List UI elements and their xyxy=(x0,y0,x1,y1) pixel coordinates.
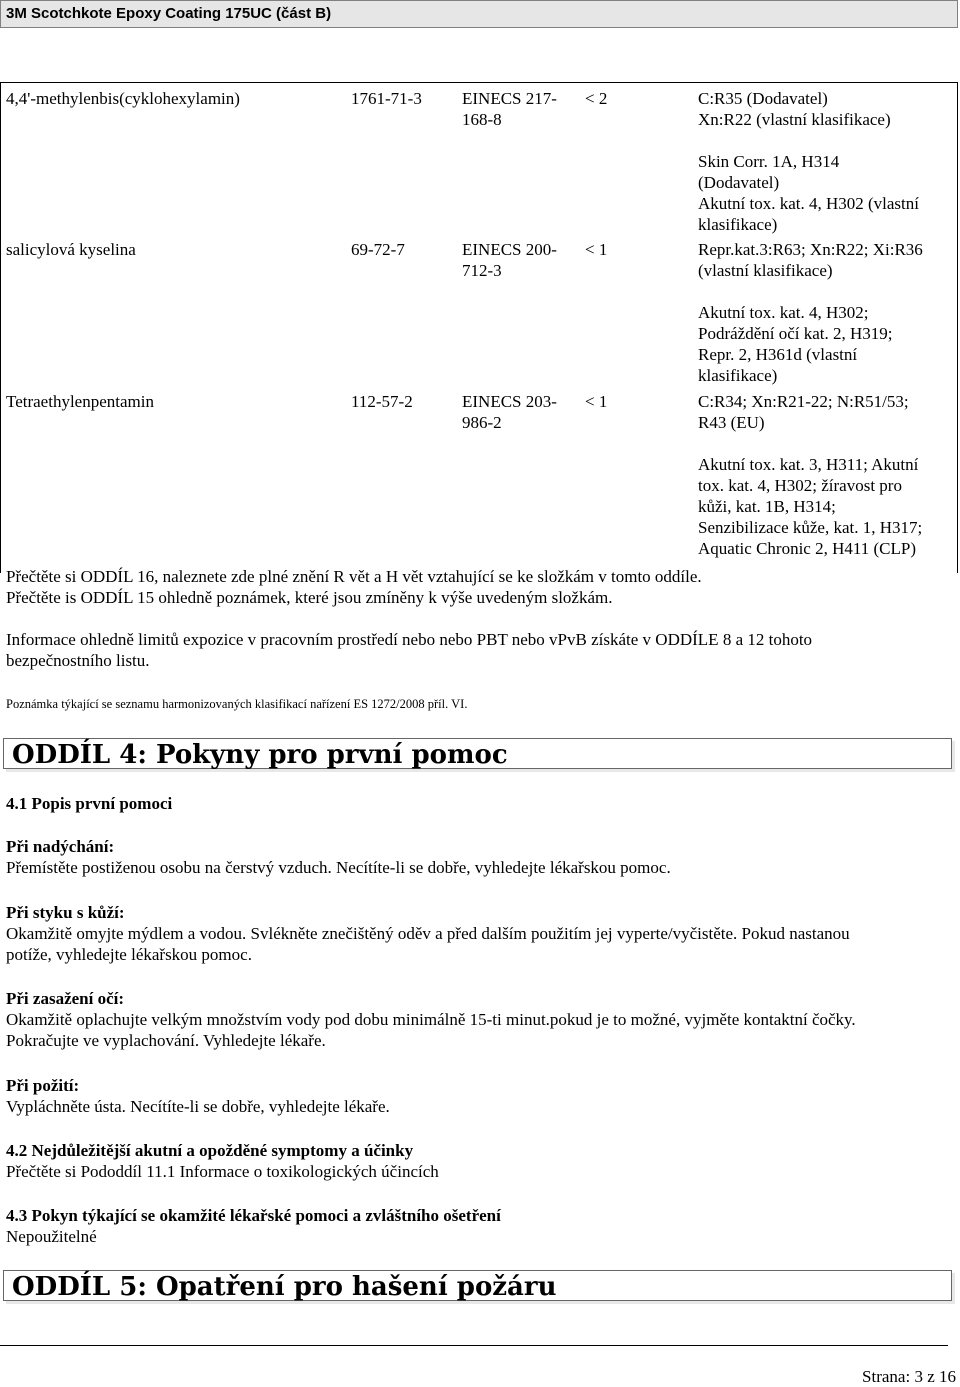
spacer xyxy=(698,130,919,151)
section-4-heading xyxy=(3,738,952,769)
table-cell-classification xyxy=(698,391,922,559)
note-limits-1: Informace ohledně limitů expozice v pracovním prostředí nebo nebo PBT nebo vPvB získáte v ODDÍLE 8 a 12 tohoto xyxy=(6,630,813,649)
classification-line: Skin Corr. 1A, H314 xyxy=(698,152,840,171)
subsection-4-1: 4.1 Popis první pomoci xyxy=(6,794,173,813)
classification-line: Podráždění očí kat. 2, H319; xyxy=(698,324,893,343)
classification-line: tox. kat. 4, H302; žíravost pro xyxy=(698,476,902,495)
ec-line: 712-3 xyxy=(462,261,502,280)
table-cell-name: salicylová kyselina xyxy=(6,240,136,259)
table-cell-concentration: < 1 xyxy=(585,240,608,259)
skin-heading: Při styku s kůží: xyxy=(6,903,125,922)
document-title: 3M Scotchkote Epoxy Coating 175UC (část B) xyxy=(6,5,332,22)
eye-text-1: Okamžitě oplachujte velkým množstvím vody pod dobu minimálně 15-ti minut.pokud je to možné, vyjměte kontaktní čočky. xyxy=(6,1010,856,1029)
classification-line: R43 (EU) xyxy=(698,413,765,432)
classification-line: Akutní tox. kat. 4, H302; xyxy=(698,303,869,322)
subsection-4-3-text: Nepoužitelné xyxy=(6,1227,97,1246)
note-harmonized: Poznámka týkající se seznamu harmonizovaných klasifikací nařízení ES 1272/2008 příl. VI. xyxy=(6,697,468,711)
classification-line: klasifikace) xyxy=(698,366,778,385)
inhalation-heading: Při nadýchání: xyxy=(6,837,115,856)
classification-line: klasifikace) xyxy=(698,215,778,234)
skin-text-1: Okamžitě omyjte mýdlem a vodou. Svlékněte znečištěný oděv a před dalším použitím jej vyperte/vyčistěte. Pokud nastanou xyxy=(6,924,850,943)
spacer xyxy=(698,281,923,302)
classification-line: C:R35 (Dodavatel) xyxy=(698,89,828,108)
inhalation-text: Přemístěte postiženou osobu na čerstvý vzduch. Necítíte-li se dobře, vyhledejte lékařskou pomoc. xyxy=(6,858,671,877)
document-header xyxy=(0,0,958,28)
skin-text-2: potíže, vyhledejte lékařskou pomoc. xyxy=(6,945,252,964)
table-cell-concentration: < 2 xyxy=(585,89,608,108)
ec-line: EINECS 217- xyxy=(462,89,557,108)
ec-line: 168-8 xyxy=(462,110,502,129)
classification-line: Xn:R22 (vlastní klasifikace) xyxy=(698,110,891,129)
spacer xyxy=(698,433,922,454)
subsection-4-2-text: Přečtěte si Pododdíl 11.1 Informace o toxikologických účincích xyxy=(6,1162,439,1181)
section-5-title: ODDÍL 5: Opatření pro hašení požáru xyxy=(12,1272,557,1302)
classification-line: Repr. 2, H361d (vlastní xyxy=(698,345,858,364)
table-cell-ec xyxy=(462,88,557,130)
table-cell-cas: 112-57-2 xyxy=(351,392,413,411)
classification-line: Akutní tox. kat. 4, H302 (vlastní xyxy=(698,194,919,213)
note-oddil15: Přečtěte is ODDÍL 15 ohledně poznámek, které jsou zmíněny k výše uvedeným složkám. xyxy=(6,588,613,607)
table-cell-ec xyxy=(462,239,557,281)
section-4-title: ODDÍL 4: Pokyny pro první pomoc xyxy=(12,740,508,770)
ingestion-heading: Při požití: xyxy=(6,1076,80,1095)
classification-line: (Dodavatel) xyxy=(698,173,780,192)
classification-line: Akutní tox. kat. 3, H311; Akutní xyxy=(698,455,919,474)
ec-line: EINECS 203- xyxy=(462,392,557,411)
table-cell-cas: 1761-71-3 xyxy=(351,89,422,108)
table-cell-classification xyxy=(698,239,923,386)
note-limits-2: bezpečnostního listu. xyxy=(6,651,150,670)
page-number: Strana: 3 z 16 xyxy=(862,1367,956,1386)
classification-line: Repr.kat.3:R63; Xn:R22; Xi:R36 xyxy=(698,240,923,259)
classification-line: kůži, kat. 1B, H314; xyxy=(698,497,836,516)
table-cell-concentration: < 1 xyxy=(585,392,608,411)
footer-rule xyxy=(0,1345,948,1346)
note-oddil16: Přečtěte si ODDÍL 16, naleznete zde plné znění R vět a H vět vztahující se ke složkám v tomto oddíle. xyxy=(6,567,702,586)
classification-line: Senzibilizace kůže, kat. 1, H317; xyxy=(698,518,923,537)
ingestion-text: Vypláchněte ústa. Necítíte-li se dobře, vyhledejte lékaře. xyxy=(6,1097,390,1116)
classification-line: C:R34; Xn:R21-22; N:R51/53; xyxy=(698,392,909,411)
ec-line: EINECS 200- xyxy=(462,240,557,259)
table-cell-cas: 69-72-7 xyxy=(351,240,405,259)
eye-heading: Při zasažení očí: xyxy=(6,989,125,1008)
section-5-heading xyxy=(3,1270,952,1301)
subsection-4-3: 4.3 Pokyn týkající se okamžité lékařské pomoci a zvláštního ošetření xyxy=(6,1206,501,1225)
eye-text-2: Pokračujte ve vyplachování. Vyhledejte lékaře. xyxy=(6,1031,326,1050)
ec-line: 986-2 xyxy=(462,413,502,432)
table-cell-classification xyxy=(698,88,919,235)
classification-line: (vlastní klasifikace) xyxy=(698,261,833,280)
table-cell-name: Tetraethylenpentamin xyxy=(6,392,154,411)
classification-line: Aquatic Chronic 2, H411 (CLP) xyxy=(698,539,916,558)
subsection-4-2: 4.2 Nejdůležitější akutní a opožděné symptomy a účinky xyxy=(6,1141,414,1160)
table-cell-name: 4,4'-methylenbis(cyklohexylamin) xyxy=(6,89,240,108)
table-cell-ec xyxy=(462,391,557,433)
